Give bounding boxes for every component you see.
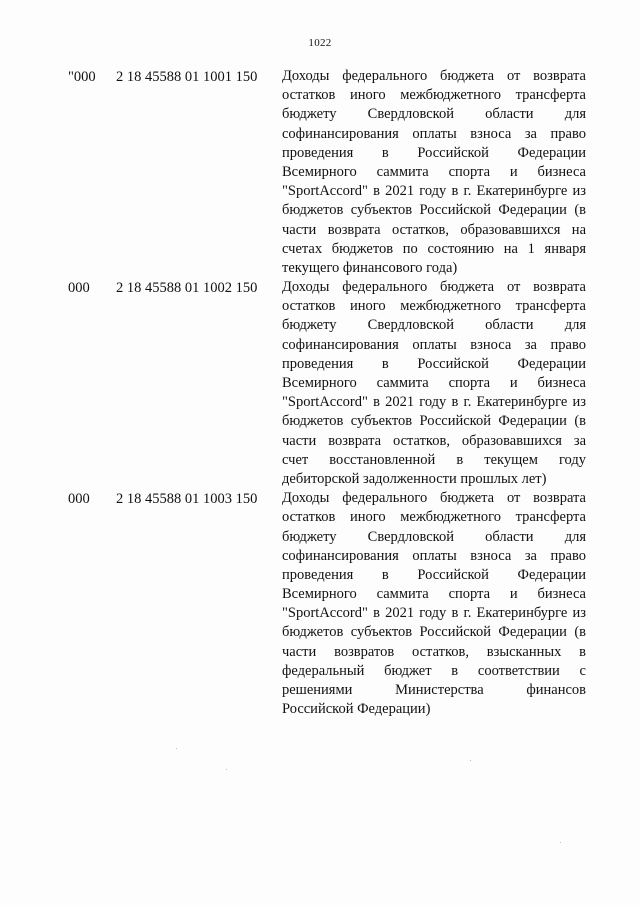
description-line: Всемирного саммита спорта и бизнеса xyxy=(282,163,586,180)
description-line: части возврата остатков, образовавшихся на xyxy=(282,221,586,238)
description-line: федеральный бюджет в соответствии с xyxy=(282,662,586,679)
admin-code: "000 xyxy=(68,69,96,85)
description-line: текущего финансового года) xyxy=(282,259,458,276)
description-line: "SportAccord" в 2021 году в г. Екатеринбурге из xyxy=(282,183,586,200)
description-line: проведения в Российской Федерации xyxy=(282,144,586,161)
scan-speck xyxy=(226,769,227,770)
description-line: бюджетов субъектов Российской Федерации (в xyxy=(282,202,586,219)
description-line: проведения в Российской Федерации xyxy=(282,566,586,583)
description-line: Российской Федерации) xyxy=(282,701,431,718)
description-line: Доходы федерального бюджета от возврата xyxy=(282,68,586,84)
table-row xyxy=(0,278,640,489)
scan-speck xyxy=(560,842,561,843)
income-description xyxy=(282,67,586,278)
description-line: бюджетов субъектов Российской Федерации (в xyxy=(282,624,586,641)
income-description xyxy=(282,278,586,489)
income-description xyxy=(282,489,586,719)
description-line: бюджету Свердловской области для xyxy=(282,317,586,334)
description-line: Доходы федерального бюджета от возврата xyxy=(282,490,586,507)
budget-classification-code: 2 18 45588 01 1002 150 xyxy=(116,280,258,297)
budget-code-table xyxy=(0,67,640,719)
page-number: 1022 xyxy=(308,37,332,49)
description-line: остатков иного межбюджетного трансферта xyxy=(282,298,586,315)
description-line: бюджетов субъектов Российской Федерации (в xyxy=(282,413,586,430)
scan-speck xyxy=(176,748,177,749)
description-line: бюджету Свердловской области для xyxy=(282,528,586,545)
description-line: софинансирования оплаты взноса за право xyxy=(282,547,586,564)
description-line: остатков иного межбюджетного трансферта xyxy=(282,87,586,104)
description-line: счетах бюджетов по состоянию на 1 января xyxy=(282,240,586,257)
description-line: остатков иного межбюджетного трансферта xyxy=(282,509,586,526)
description-line: софинансирования оплаты взноса за право xyxy=(282,125,586,142)
scan-speck xyxy=(470,760,471,761)
description-line: Доходы федерального бюджета от возврата xyxy=(282,279,586,296)
description-line: проведения в Российской Федерации xyxy=(282,355,586,372)
budget-classification-code: 2 18 45588 01 1001 150 xyxy=(116,69,258,85)
description-line: "SportAccord" в 2021 году в г. Екатеринбурге из xyxy=(282,605,586,622)
description-line: Всемирного саммита спорта и бизнеса xyxy=(282,375,586,391)
table-row xyxy=(0,489,640,719)
description-line: дебиторской задолженности прошлых лет) xyxy=(282,470,547,487)
budget-classification-code: 2 18 45588 01 1003 150 xyxy=(116,491,258,508)
description-line: части возврата остатков, образовавшихся за xyxy=(282,432,586,449)
admin-code: 000 xyxy=(68,280,90,297)
description-line: счет восстановленной в текущем году xyxy=(282,451,586,468)
description-line: решениями Министерства финансов xyxy=(282,682,586,698)
table-row xyxy=(0,67,640,278)
admin-code: 000 xyxy=(68,491,90,508)
description-line: "SportAccord" в 2021 году в г. Екатеринбурге из xyxy=(282,394,586,411)
description-line: бюджету Свердловской области для xyxy=(282,106,586,123)
description-line: софинансирования оплаты взноса за право xyxy=(282,336,586,353)
description-line: Всемирного саммита спорта и бизнеса xyxy=(282,586,586,603)
description-line: части возвратов остатков, взысканных в xyxy=(282,643,586,660)
